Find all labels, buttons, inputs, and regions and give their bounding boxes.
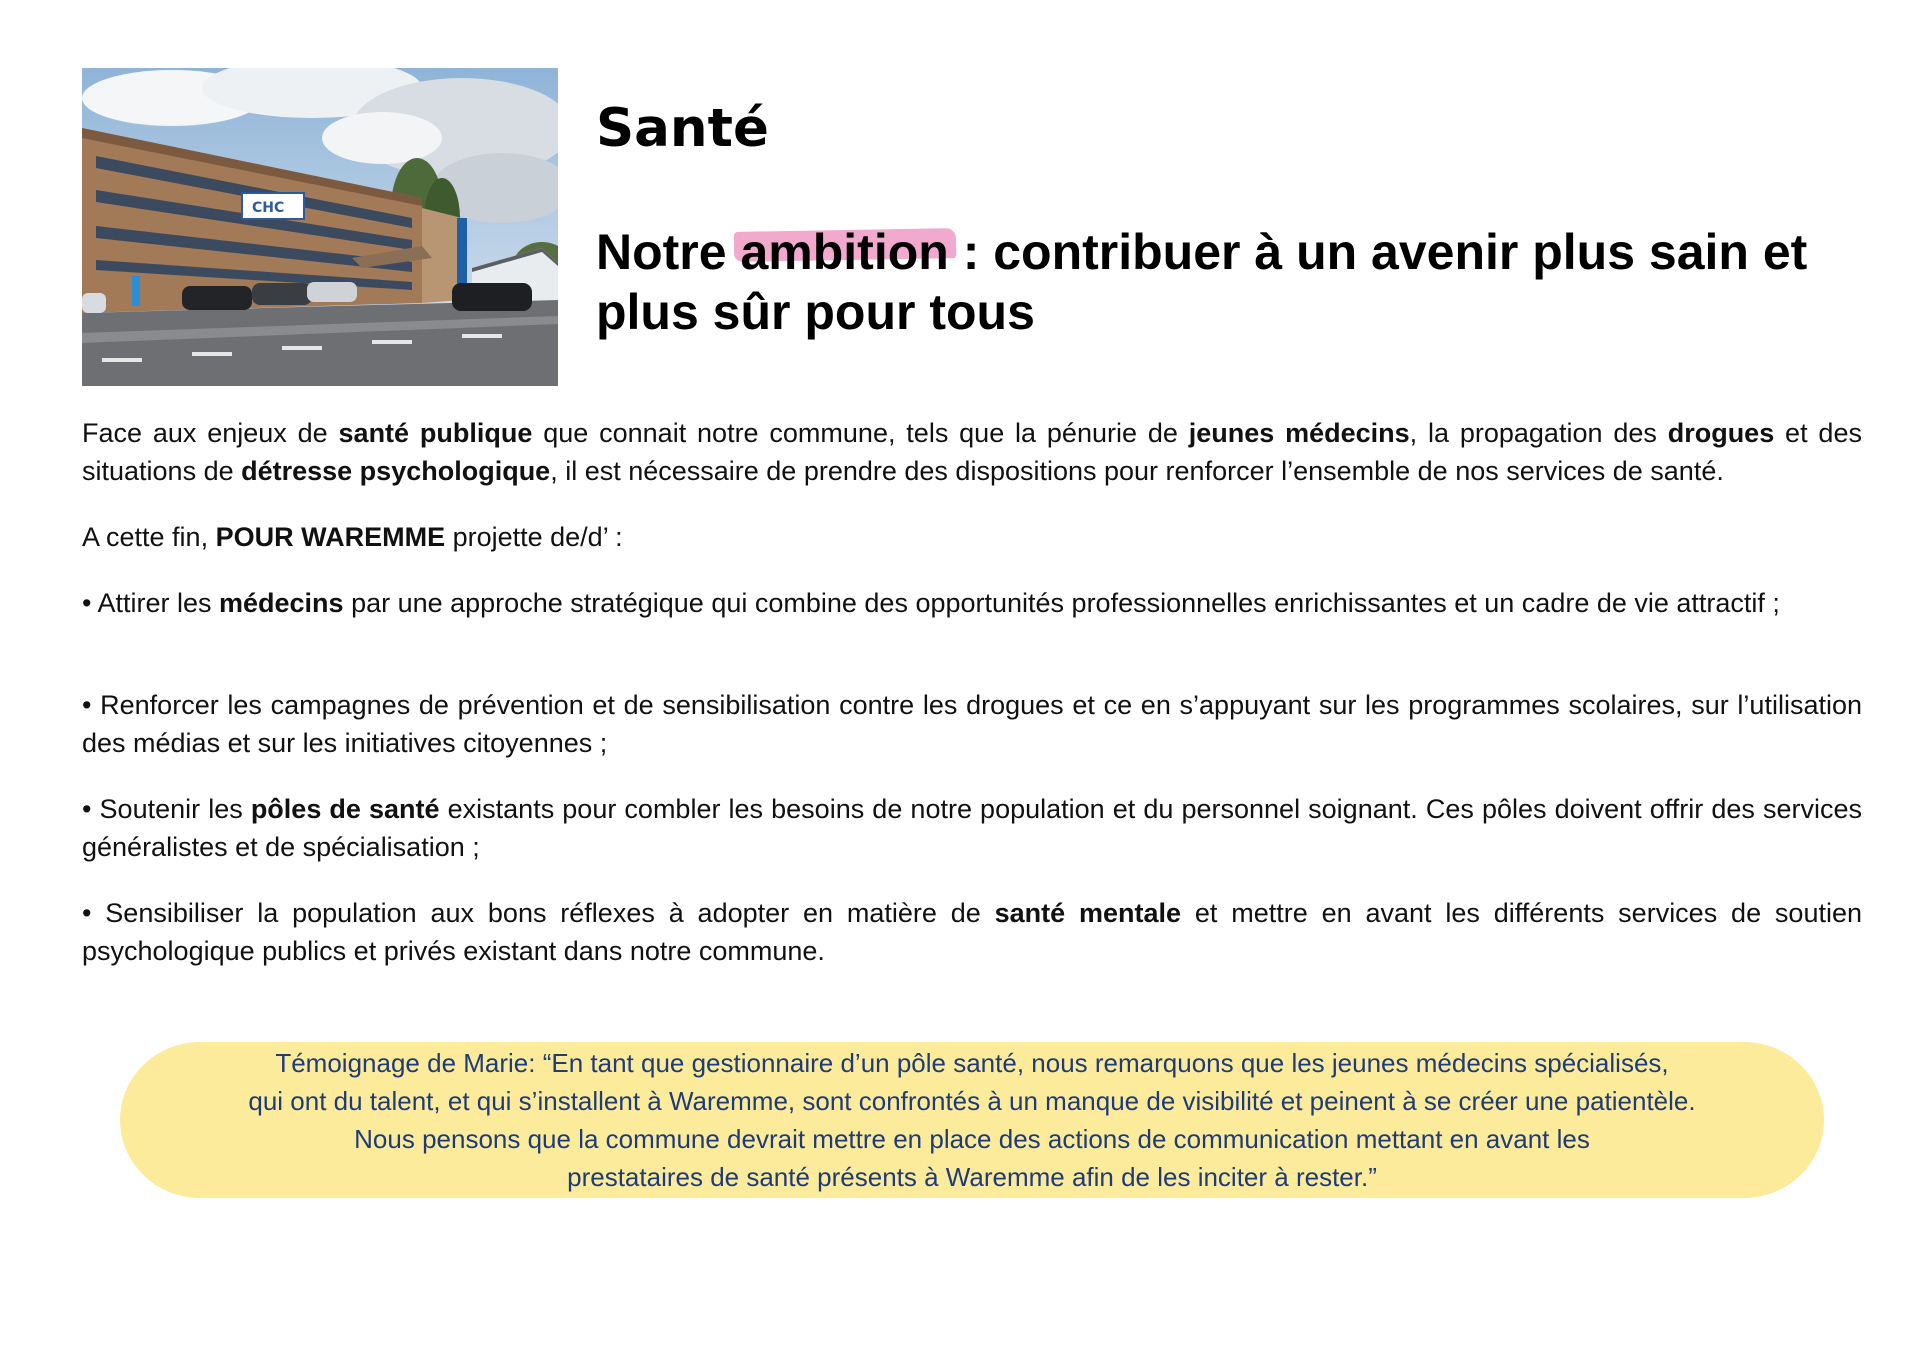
testimony-line-2: qui ont du talent, et qui s’installent à Waremme, sont confrontés à un manque de visibilité et peinent à se créer une patientèle. xyxy=(248,1086,1696,1116)
purpose-bold: POUR WAREMME xyxy=(215,522,446,552)
intro-text-2: que connait notre commune, tels que la pénurie de xyxy=(532,418,1189,448)
hospital-building-illustration xyxy=(82,68,558,386)
hospital-photo xyxy=(82,68,558,386)
subtitle-highlight: ambition xyxy=(740,224,949,280)
bullet-3-text-2: existants pour combler les besoins de notre population et du personnel soignant. Ces pôles doivent offrir des services généralistes et de spécialisation ; xyxy=(82,794,1862,862)
subtitle-prefix: Notre xyxy=(596,224,741,280)
intro-bold-2: jeunes médecins xyxy=(1188,418,1410,448)
intro-paragraph xyxy=(82,414,1862,490)
intro-bold-4: détresse psychologique xyxy=(241,456,551,486)
intro-bold-1: santé publique xyxy=(338,418,533,448)
intro-bold-3: drogues xyxy=(1667,418,1775,448)
intro-text-1: Face aux enjeux de xyxy=(82,418,339,448)
bullet-3-text-1: • Soutenir les xyxy=(82,794,251,824)
purpose-text-2: projette de/d’ : xyxy=(445,522,623,552)
bullet-1-text-1: • Attirer les xyxy=(82,588,219,618)
bullet-2-text: • Renforcer les campagnes de prévention et de sensibilisation contre les drogues et ce en s’appuyant sur les programmes scolaires, sur l’utilisation des médias et sur les initiatives citoyennes ; xyxy=(82,690,1862,758)
bullet-4-text-2: et mettre en avant les différents services de soutien psychologique publics et privés existant dans notre commune. xyxy=(82,898,1862,966)
purpose-paragraph xyxy=(82,518,1862,556)
bullet-1-text-2: par une approche stratégique qui combine des opportunités professionnelles enrichissantes et un cadre de vie attractif ; xyxy=(343,588,1780,618)
bullet-health-poles xyxy=(82,790,1862,866)
building-sign-text: CHC xyxy=(252,200,285,216)
testimony-bubble xyxy=(120,1042,1824,1198)
intro-text-3: , la propagation des xyxy=(1409,418,1668,448)
intro-text-4: et des situations de xyxy=(82,418,1862,486)
testimony-line-3: Nous pensons que la commune devrait mettre en place des actions de communication mettant en avant les xyxy=(354,1124,1590,1154)
page-title: Santé xyxy=(596,98,769,159)
bullet-4-bold: santé mentale xyxy=(994,898,1182,928)
testimony-line-4: prestataires de santé présents à Waremme afin de les inciter à rester.” xyxy=(567,1162,1377,1192)
bullet-4-text-1: • Sensibiliser la population aux bons réflexes à adopter en matière de xyxy=(82,898,995,928)
body-text xyxy=(82,414,1862,970)
bullet-1-bold: médecins xyxy=(219,588,344,618)
bullet-prevention xyxy=(82,686,1862,762)
purpose-text-1: A cette fin, xyxy=(82,522,216,552)
bullet-3-bold: pôles de santé xyxy=(250,794,440,824)
subtitle-suffix: : contribuer à un avenir plus sain et plus sûr pour tous xyxy=(596,224,1808,340)
bullet-doctors xyxy=(82,584,1862,622)
intro-text-5: , il est nécessaire de prendre des dispositions pour renforcer l’ensemble de nos services de santé. xyxy=(550,456,1724,486)
page-subtitle xyxy=(596,222,1896,342)
bullet-mental-health xyxy=(82,894,1862,970)
testimony-line-1: Témoignage de Marie: “En tant que gestionnaire d’un pôle santé, nous remarquons que les jeunes médecins spécialisés, xyxy=(275,1048,1669,1078)
